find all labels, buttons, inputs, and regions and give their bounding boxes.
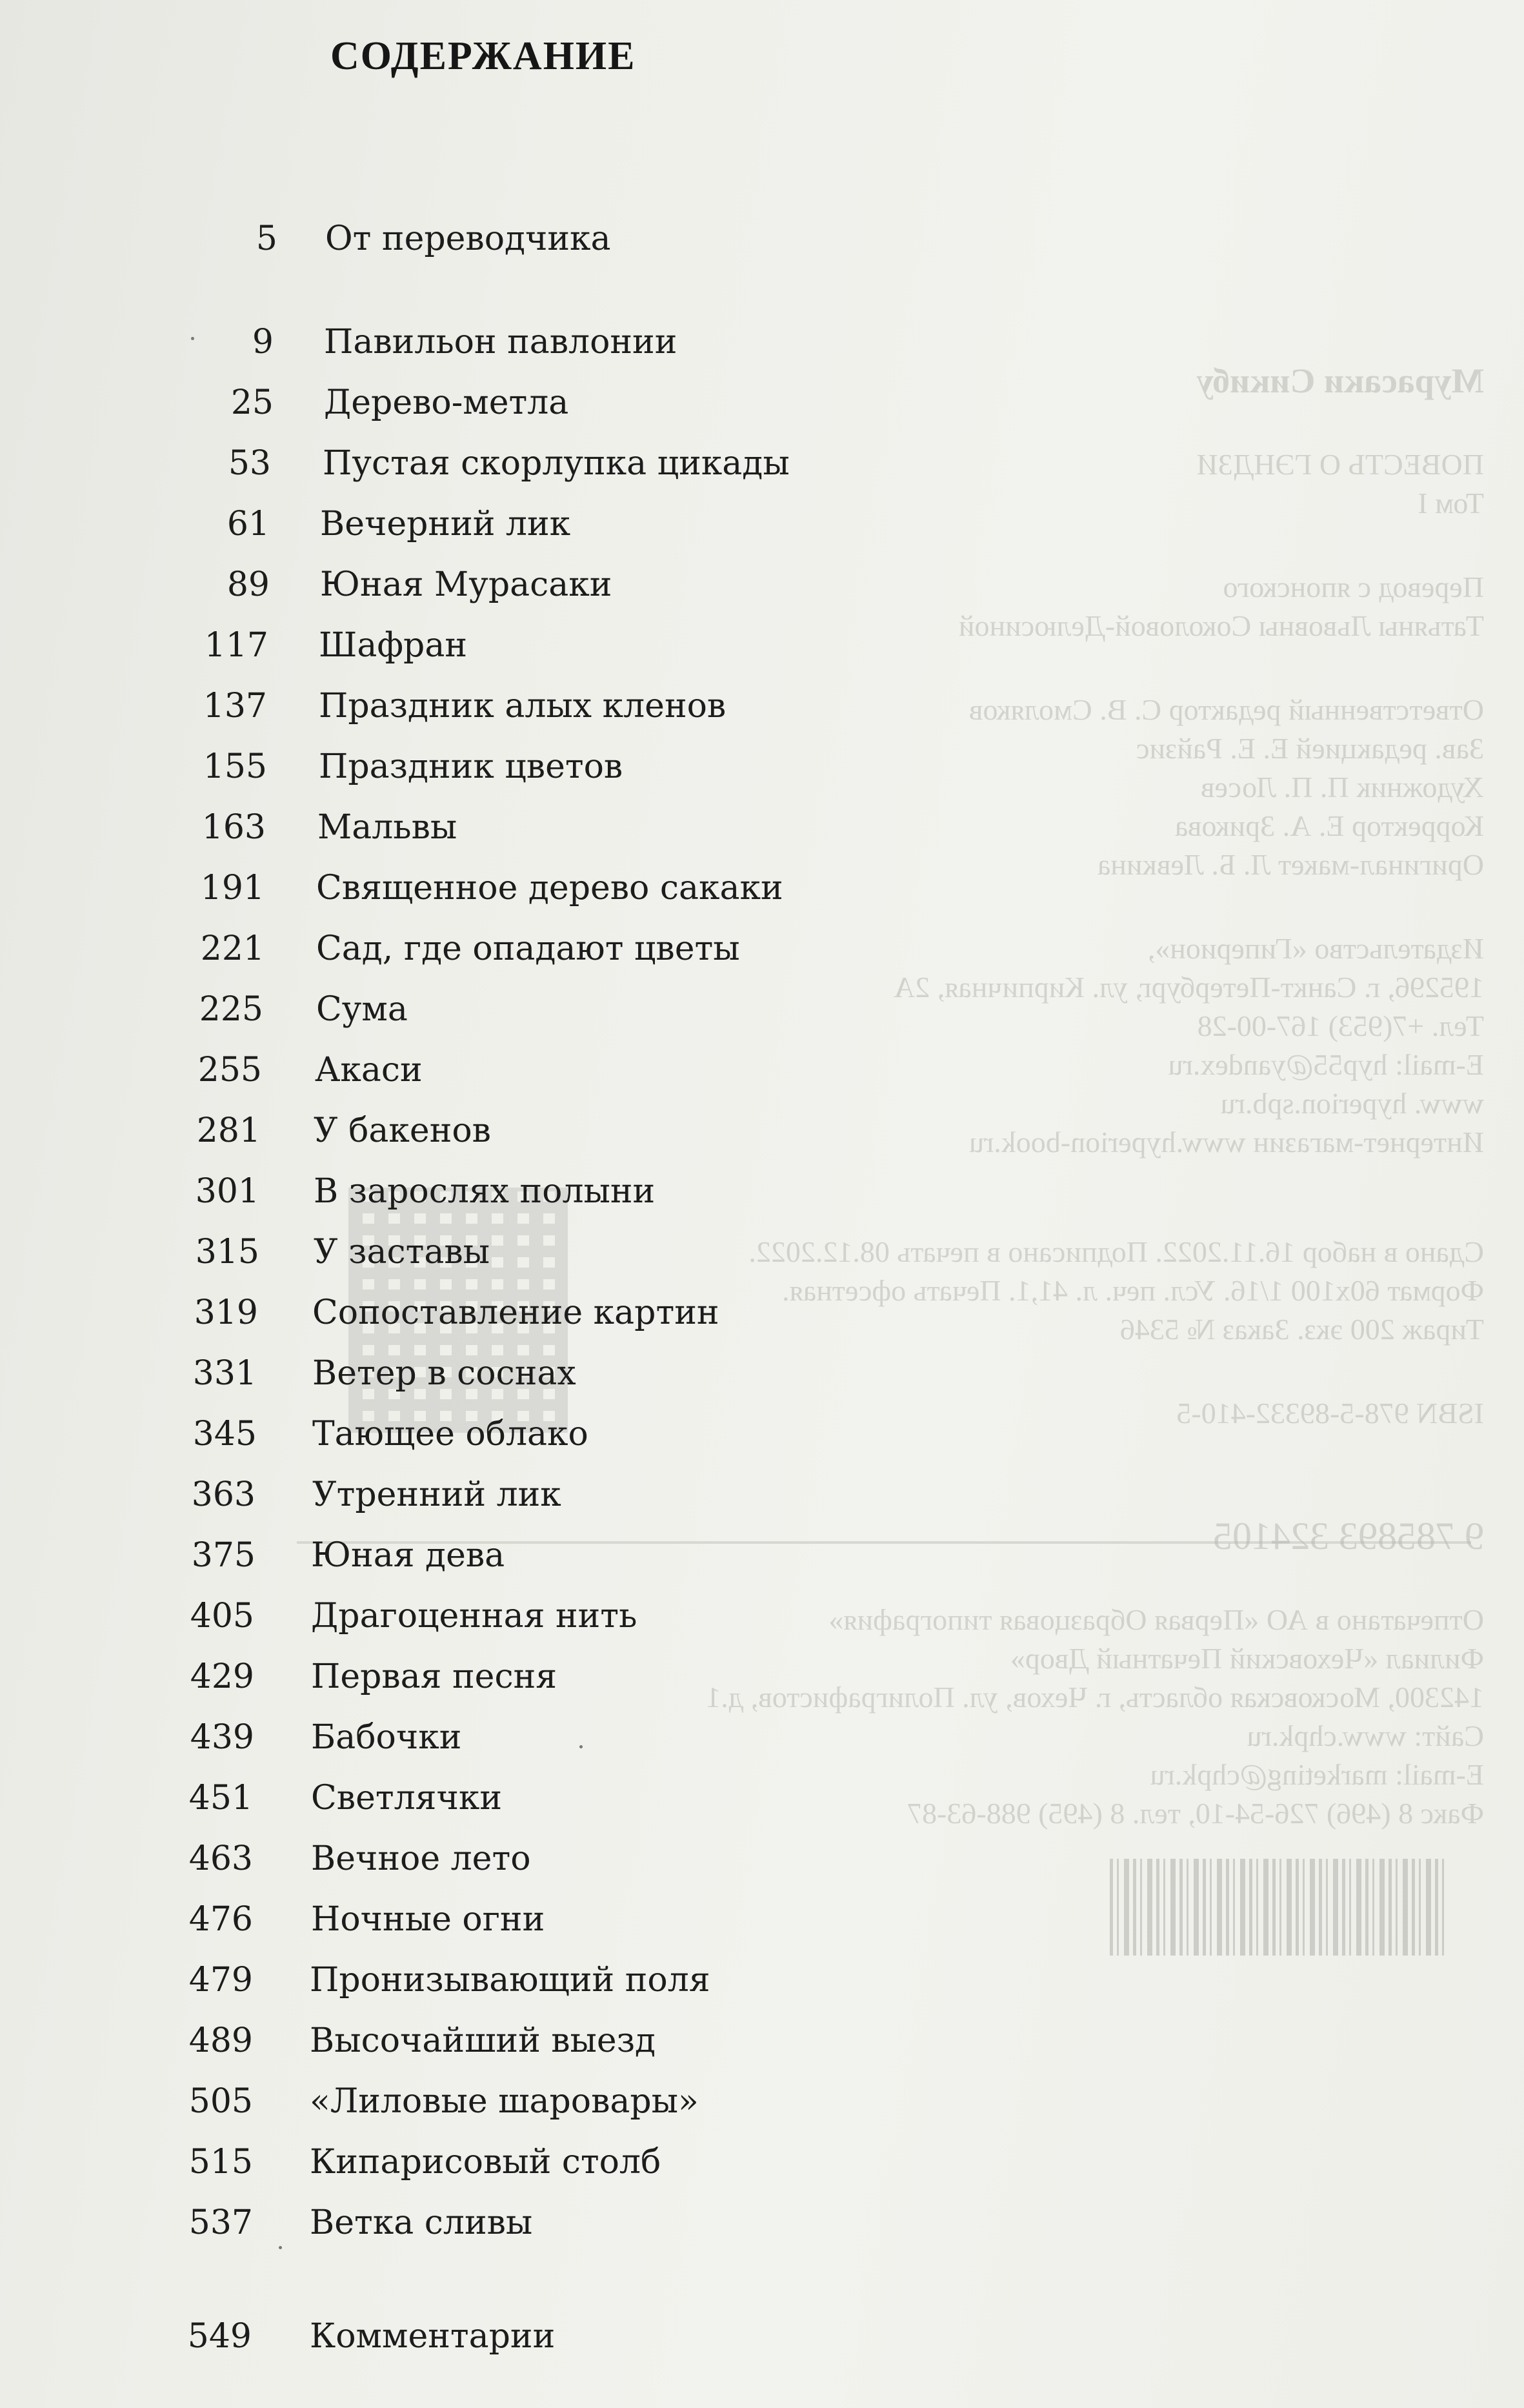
imprint-credit-line: Зав. редакцией Е. Е. Райзис xyxy=(1136,732,1484,765)
toc-entry xyxy=(0,1712,839,1763)
toc-page-number: 5 xyxy=(256,219,277,258)
toc-entry xyxy=(0,1166,839,1217)
imprint-publisher-line: www. hyperion.spb.ru xyxy=(1220,1087,1484,1120)
imprint-credit-line: Корректор Е. А. Зрикова xyxy=(1174,809,1484,842)
toc-chapter-title: Юная дева xyxy=(311,1536,505,1575)
toc-entry xyxy=(0,1833,839,1885)
toc-chapter-title: Ветка сливы xyxy=(310,2203,533,2242)
toc-page-number: 476 xyxy=(188,1900,253,1939)
toc-chapter-title: Пронизывающий поля xyxy=(310,1961,710,1999)
toc-chapter-title: Драгоценная нить xyxy=(311,1597,637,1635)
imprint-credit-line: Оригинал-макет Л. Б. Левкина xyxy=(1097,848,1484,881)
toc-chapter-title: Акаси xyxy=(315,1051,423,1089)
toc-page-number: 375 xyxy=(191,1536,256,1575)
toc-chapter-title: В зарослях полыни xyxy=(314,1172,656,1211)
toc-page-number: 25 xyxy=(230,383,274,422)
toc-chapter-title: Первая песня xyxy=(311,1657,557,1696)
toc-entry xyxy=(0,316,839,368)
toc-page-number: 319 xyxy=(194,1293,258,1332)
imprint-book-title: ПОВЕСТЬ О ГЭНДЗИ xyxy=(1196,448,1484,481)
toc-chapter-title: Павильон павлонии xyxy=(324,323,677,361)
imprint-publisher-line: 195296, г. Санкт-Петербург, ул. Кирпичная, 2А xyxy=(893,971,1484,1004)
toc-chapter-title: Сад, где опадают цветы xyxy=(316,929,740,968)
toc-entry xyxy=(0,377,839,429)
toc-page-number: 163 xyxy=(201,808,266,847)
toc-page-number: 315 xyxy=(195,1233,259,1271)
toc-page-number: 345 xyxy=(192,1415,257,1453)
imprint-printer-line: Сайт: www.chpk.ru xyxy=(1247,1719,1484,1752)
toc-entry xyxy=(0,559,839,611)
toc-page-number: 225 xyxy=(199,990,263,1029)
toc-chapter-title: Пустая скорлупка цикады xyxy=(323,444,790,483)
toc-entry xyxy=(0,620,839,671)
toc-entry xyxy=(0,2136,839,2188)
imprint-translation-line: Перевод с японского xyxy=(1223,571,1484,603)
imprint-author: Мурасаки Сикибу xyxy=(1196,361,1484,400)
toc-entry xyxy=(0,438,839,489)
toc-chapter-title: Бабочки xyxy=(311,1718,462,1757)
toc-entry xyxy=(0,213,839,265)
toc-entry xyxy=(0,1590,839,1642)
toc-chapter-title: Сума xyxy=(316,990,408,1029)
toc-chapter-title: «Лиловые шаровары» xyxy=(310,2082,699,2121)
imprint-credit-line: Ответственный редактор С. В. Смоляков xyxy=(968,693,1484,726)
toc-chapter-title: Комментарии xyxy=(310,2317,556,2356)
imprint-translation-line: Татьяны Львовны Соколовой-Делюсиной xyxy=(958,609,1484,642)
toc-entry xyxy=(0,802,839,853)
toc-page-number: 451 xyxy=(188,1779,253,1817)
toc-chapter-title: Тающее облако xyxy=(312,1415,588,1453)
toc-chapter-title: Ночные огни xyxy=(311,1900,545,1939)
toc-page-number: 515 xyxy=(188,2143,253,2181)
toc-entry xyxy=(0,1530,839,1581)
imprint-printer-line: Факс 8 (496) 726-54-10, тел. 8 (495) 988-63-87 xyxy=(907,1797,1484,1830)
imprint-print-line: Формат 60х100 1/16. Усл. печ. л. 41,1. Печать офсетная. xyxy=(782,1274,1484,1307)
toc-heading: СОДЕРЖАНИЕ xyxy=(330,34,636,78)
toc-entry xyxy=(0,1469,839,1521)
toc-page-number: 331 xyxy=(192,1354,257,1393)
imprint-publisher-line: Тел. +7(953) 167-00-28 xyxy=(1197,1009,1484,1042)
toc-chapter-title: От переводчика xyxy=(325,219,611,258)
toc-chapter-title: У заставы xyxy=(314,1233,490,1271)
imprint-publisher-line: Издательство «Гиперион», xyxy=(1147,932,1484,965)
toc-page-number: 405 xyxy=(190,1597,254,1635)
toc-page-number: 137 xyxy=(203,687,267,725)
toc-page-number: 463 xyxy=(188,1839,253,1878)
toc-chapter-title: Ветер в соснах xyxy=(312,1354,576,1393)
imprint-publisher-line: Интернет-магазин www.hyperion-book.ru xyxy=(968,1126,1484,1158)
paper-speck xyxy=(191,337,194,340)
toc-page-number: 61 xyxy=(226,505,270,543)
toc-chapter-title: У бакенов xyxy=(314,1111,491,1150)
toc-entry xyxy=(0,741,839,793)
toc-entry xyxy=(0,2015,839,2067)
toc-chapter-title: Высочайший выезд xyxy=(310,2021,656,2060)
toc-page-number: 301 xyxy=(195,1172,259,1211)
imprint-credit-line: Художник П. П. Лосев xyxy=(1200,771,1484,804)
toc-page-number: 255 xyxy=(197,1051,262,1089)
toc-entry xyxy=(0,1954,839,2006)
toc-chapter-title: Вечерний лик xyxy=(320,505,571,543)
toc-page-number: 439 xyxy=(190,1718,254,1757)
toc-entry xyxy=(0,1408,839,1460)
imprint-print-line: Тираж 200 экз. Заказ № 5346 xyxy=(1119,1313,1484,1346)
toc-chapter-title: Вечное лето xyxy=(311,1839,531,1878)
toc-chapter-title: Светлячки xyxy=(311,1779,502,1817)
imprint-printer-line: Филиал «Чеховский Печатный Двор» xyxy=(1010,1642,1484,1675)
toc-entry xyxy=(0,680,839,732)
toc-entry xyxy=(0,1772,839,1824)
imprint-printer-line: E-mail: marketing@chpk.ru xyxy=(1150,1758,1484,1791)
toc-page-number: 489 xyxy=(188,2021,253,2060)
toc-entry xyxy=(0,923,839,975)
toc-chapter-title: Шафран xyxy=(319,626,467,665)
toc-entry xyxy=(0,1894,839,1945)
imprint-printer-line: Отпечатано в АО «Первая Образцовая типография» xyxy=(828,1603,1484,1636)
toc-chapter-title: Дерево-метла xyxy=(324,383,569,422)
toc-page-number: 89 xyxy=(226,565,270,604)
toc-entry xyxy=(0,1651,839,1703)
toc-entry xyxy=(0,2076,839,2127)
toc-page-number: 363 xyxy=(191,1475,256,1514)
toc-chapter-title: Сопоставление картин xyxy=(312,1293,719,1332)
paper-speck xyxy=(579,1745,583,1748)
toc-entry xyxy=(0,2197,839,2249)
toc-chapter-title: Юная Мурасаки xyxy=(320,565,612,604)
toc-chapter-title: Священное дерево сакаки xyxy=(316,869,783,907)
imprint-isbn: ISBN 978-5-89332-410-5 xyxy=(1176,1397,1484,1430)
toc-page-number: 9 xyxy=(252,323,274,361)
toc-entry xyxy=(0,984,839,1035)
toc-chapter-title: Утренний лик xyxy=(312,1475,561,1514)
imprint-barcode-digits: 9 785893 324105 xyxy=(1213,1515,1484,1557)
toc-entry xyxy=(0,862,839,914)
toc-chapter-title: Кипарисовый столб xyxy=(310,2143,661,2181)
toc-page-number: 191 xyxy=(200,869,265,907)
toc-page-number: 505 xyxy=(188,2082,253,2121)
toc-entry xyxy=(0,1044,839,1096)
toc-chapter-title: Мальвы xyxy=(317,808,457,847)
toc-page-number: 117 xyxy=(204,626,268,665)
toc-entry xyxy=(0,1287,839,1339)
imprint-publisher-line: E-mail: hyp55@yandex.ru xyxy=(1168,1048,1484,1081)
imprint-printer-line: 142300, Московская область, г. Чехов, ул. Полиграфистов, д.1 xyxy=(706,1681,1484,1714)
toc-page-number: 53 xyxy=(228,444,271,483)
toc-entry xyxy=(0,1226,839,1278)
toc-entry xyxy=(0,2311,839,2362)
toc-page-number: 549 xyxy=(187,2317,252,2356)
toc-entry xyxy=(0,498,839,550)
imprint-print-line: Сдано в набор 16.11.2022. Подписано в печать 08.12.2022. xyxy=(748,1235,1484,1268)
imprint-volume: Том I xyxy=(1418,487,1484,520)
toc-page-number: 537 xyxy=(188,2203,253,2242)
paper-speck xyxy=(279,2246,282,2249)
toc-page-number: 155 xyxy=(203,747,267,786)
toc-chapter-title: Праздник цветов xyxy=(319,747,623,786)
toc-entry xyxy=(0,1348,839,1399)
toc-page-number: 479 xyxy=(188,1961,253,1999)
toc-page-number: 221 xyxy=(200,929,265,968)
toc-page-number: 281 xyxy=(196,1111,261,1150)
toc-page-number: 429 xyxy=(190,1657,254,1696)
toc-entry xyxy=(0,1105,839,1157)
toc-chapter-title: Праздник алых кленов xyxy=(319,687,727,725)
